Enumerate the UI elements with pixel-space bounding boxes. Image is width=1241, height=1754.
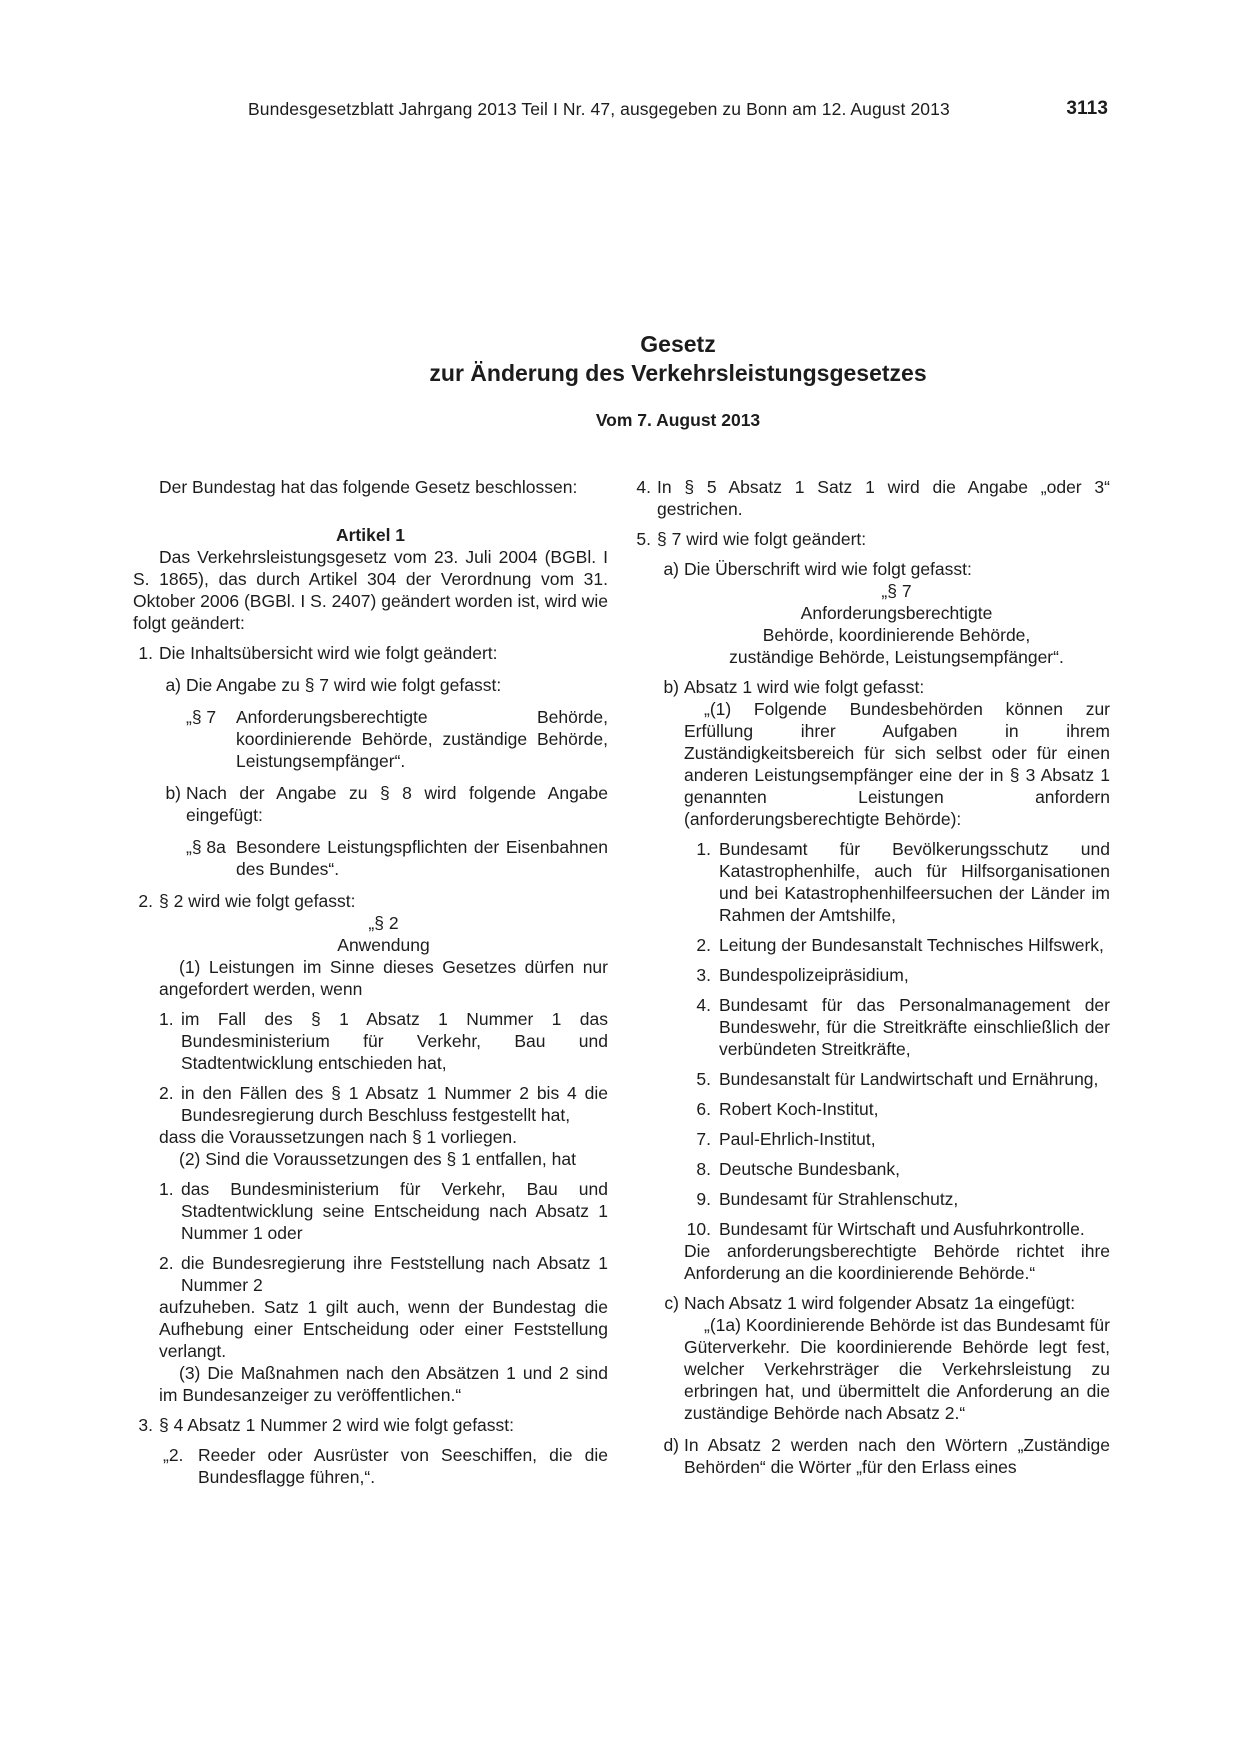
quoted-entry: „§ 7 Anforderungsberechtigte Behörde, koordinierende Behörde, zuständige Behörde, Leistungsempfänger“. (186, 707, 608, 771)
paragraph: „(1) Folgende Bundesbehörden können zur Erfüllung ihrer Aufgaben in ihrem Zuständigkeitsbereich für sich selbst oder für einen anderen Leistungsempfänger eine der in § 3 Absatz 1 genannten Leistungen anfordern (anforderungsberechtigte Behörde): (684, 699, 1110, 829)
section-heading: „§ 2 (368, 913, 399, 933)
list-item: 7. Paul-Ehrlich-Institut, (696, 1129, 876, 1149)
list-item: 9. Bundesamt für Strahlenschutz, (696, 1189, 959, 1209)
paragraph: dass die Voraussetzungen nach § 1 vorliegen. (159, 1127, 518, 1147)
paragraph: (2) Sind die Voraussetzungen des § 1 entfallen, hat (179, 1149, 576, 1169)
list-item: 2. § 2 wird wie folgt gefasst: (138, 891, 356, 911)
list-item: a) Die Überschrift wird wie folgt gefasst: (663, 559, 972, 579)
list-item: 2. Leitung der Bundesanstalt Technisches Hilfswerk, (696, 935, 1104, 955)
list-item: 8. Deutsche Bundesbank, (696, 1159, 900, 1179)
section-title: zuständige Behörde, Leistungsempfänger“. (729, 647, 1064, 667)
list-item: a) Die Angabe zu § 7 wird wie folgt gefasst: (165, 675, 502, 695)
list-item: c) Nach Absatz 1 wird folgender Absatz 1a eingefügt: (664, 1293, 1076, 1313)
title-line-1: Gesetz (640, 331, 716, 357)
paragraph: (1) Leistungen im Sinne dieses Gesetzes dürfen nur angefordert werden, wenn (159, 957, 608, 999)
list-item: 4. Bundesamt für das Personalmanagement der Bundeswehr, für die Streitkräfte einschließlich der verbündeten Streitkräfte, (696, 995, 1110, 1059)
list-item: b) Absatz 1 wird wie folgt gefasst: (663, 677, 925, 697)
enactment-clause: Der Bundestag hat das folgende Gesetz beschlossen: (159, 477, 578, 497)
page-number: 3113 (1066, 98, 1108, 119)
paragraph: aufzuheben. Satz 1 gilt auch, wenn der Bundestag die Aufhebung einer Entscheidung oder einer Feststellung verlangt. (159, 1297, 608, 1361)
list-item: 1. im Fall des § 1 Absatz 1 Nummer 1 das Bundesministerium für Verkehr, Bau und Stadtentwicklung entschieden hat, (159, 1009, 608, 1073)
list-item: b) Nach der Angabe zu § 8 wird folgende Angabe eingefügt: (165, 783, 608, 825)
section-title: Behörde, koordinierende Behörde, (762, 625, 1031, 645)
list-item: 5. Bundesanstalt für Landwirtschaft und Ernährung, (696, 1069, 1099, 1089)
list-item: 5. § 7 wird wie folgt geändert: (636, 529, 867, 549)
list-item: 1. Die Inhaltsübersicht wird wie folgt geändert: (138, 643, 498, 663)
article-heading: Artikel 1 (335, 525, 406, 545)
document-title (248, 330, 1108, 388)
article-intro: Das Verkehrsleistungsgesetz vom 23. Juli 2004 (BGBl. I S. 1865), das durch Artikel 304 der Verordnung vom 31. Oktober 2006 (BGBl. I S. 2407) geändert worden ist, wird wie folgt geändert: (133, 547, 608, 633)
left-column (133, 476, 608, 1488)
running-title: Bundesgesetzblatt Jahrgang 2013 Teil I Nr. 47, ausgegeben zu Bonn am 12. August 2013 (248, 99, 950, 119)
list-item: 2. in den Fällen des § 1 Absatz 1 Nummer 2 bis 4 die Bundesregierung durch Beschluss festgestellt hat, (159, 1083, 608, 1125)
paragraph: „(1a) Koordinierende Behörde ist das Bundesamt für Güterverkehr. Die koordinierende Behörde legt fest, welcher Verkehrsträger die Verkehrsleistung zu erbringen hat, und übermittelt die Anforderung an die zuständige Behörde nach Absatz 2.“ (684, 1315, 1110, 1423)
right-column (633, 476, 1110, 1478)
paragraph: Die anforderungsberechtigte Behörde richtet ihre Anforderung an die koordinierende Behörde.“ (684, 1241, 1110, 1283)
list-item: 10. Bundesamt für Wirtschaft und Ausfuhrkontrolle. (686, 1219, 1085, 1239)
list-item: 3. Bundespolizeipräsidium, (696, 965, 909, 985)
list-item: 6. Robert Koch-Institut, (696, 1099, 879, 1119)
list-item: 1. das Bundesministerium für Verkehr, Bau und Stadtentwicklung seine Entscheidung nach Absatz 1 Nummer 1 oder (159, 1179, 608, 1243)
list-item: 1. Bundesamt für Bevölkerungsschutz und Katastrophenhilfe, auch für Hilfsorganisationen und bei Katastrophenhilfeersuchen der Länder im Rahmen der Amtshilfe, (696, 839, 1110, 925)
section-heading: „§ 7 (881, 581, 912, 601)
list-item: 4. In § 5 Absatz 1 Satz 1 wird die Angabe „oder 3“ gestrichen. (636, 477, 1110, 519)
quoted-entry: „§ 8a Besondere Leistungspflichten der Eisenbahnen des Bundes“. (186, 837, 608, 879)
section-title: Anwendung (337, 935, 430, 955)
paragraph: (3) Die Maßnahmen nach den Absätzen 1 und 2 sind im Bundesanzeiger zu veröffentlichen.“ (159, 1363, 608, 1405)
section-title: Anforderungsberechtigte (800, 603, 993, 623)
quoted-entry: „2. Reeder oder Ausrüster von Seeschiffen, die die Bundesflagge führen,“. (163, 1445, 608, 1487)
list-item: 2. die Bundesregierung ihre Feststellung nach Absatz 1 Nummer 2 (159, 1253, 608, 1295)
title-line-2: zur Änderung des Verkehrsleistungsgesetzes (429, 360, 927, 386)
list-item: d) In Absatz 2 werden nach den Wörtern „Zuständige Behörden“ die Wörter „für den Erlass eines (663, 1435, 1110, 1477)
list-item: 3. § 4 Absatz 1 Nummer 2 wird wie folgt gefasst: (138, 1415, 515, 1435)
document-date: Vom 7. August 2013 (595, 410, 761, 430)
